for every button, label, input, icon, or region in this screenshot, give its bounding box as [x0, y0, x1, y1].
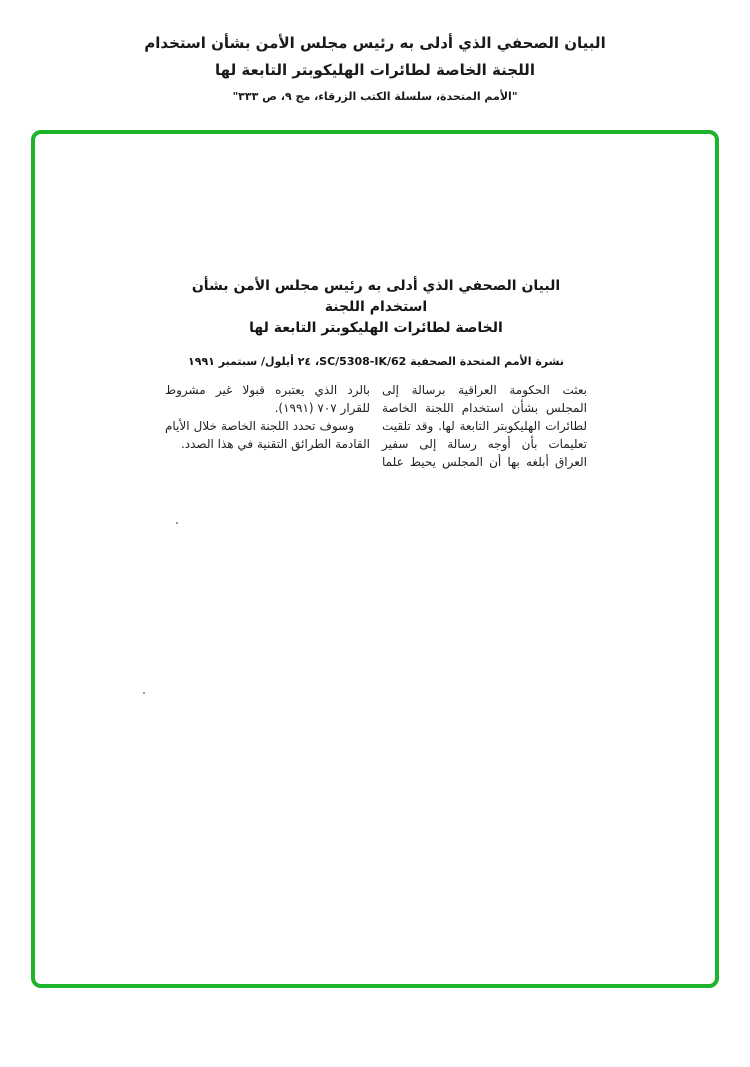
body-paragraph: وسوف تحدد اللجنة الخاصة خلال الأيام القادمة الطرائق التقنية في هذا الصدد. — [165, 419, 370, 451]
document-title — [165, 276, 587, 339]
body-paragraph: بعثت الحكومة العراقية برسالة إلى المجلس بشأن استخدام اللجنة الخاصة لطائرات الهليكوبتر التابعة لها. وقد تلقيت تعليمات بأن أوجه رسالة إلى سفير العراق أبلغه بها أن المجلس يحيط علما — [382, 383, 587, 469]
document-body-columns — [165, 381, 587, 471]
press-bulletin-reference: نشرة الأمم المتحدة الصحفية SC/5308-IK/62، ٢٤ أيلول/ سبتمبر ١٩٩١ — [188, 355, 564, 368]
body-paragraph: بالرد الذي يعتبره قبولا غير مشروط للقرار ٧٠٧ (١٩٩١). — [165, 383, 370, 415]
document-title-line-1: البيان الصحفي الذي أدلى به رئيس مجلس الأمن بشأن استخدام اللجنة — [191, 278, 561, 315]
header-title-line-2: اللجنة الخاصة لطائرات الهليكوبتر التابعة لها — [215, 61, 535, 79]
scan-speck — [143, 692, 145, 694]
scan-speck — [176, 522, 178, 524]
page-header — [0, 30, 750, 103]
body-column-right — [382, 381, 587, 471]
scanned-document — [165, 276, 587, 471]
header-title-line-1: البيان الصحفي الذي أدلى به رئيس مجلس الأمن بشأن استخدام — [144, 34, 606, 52]
header-source-citation: "الأمم المتحدة، سلسلة الكتب الزرقاء، مج ٩، ص ٣٣٣" — [232, 90, 518, 103]
body-column-left — [165, 381, 370, 471]
document-title-line-2: الخاصة لطائرات الهليكوبتر التابعة لها — [249, 320, 503, 336]
document-frame — [31, 130, 719, 988]
